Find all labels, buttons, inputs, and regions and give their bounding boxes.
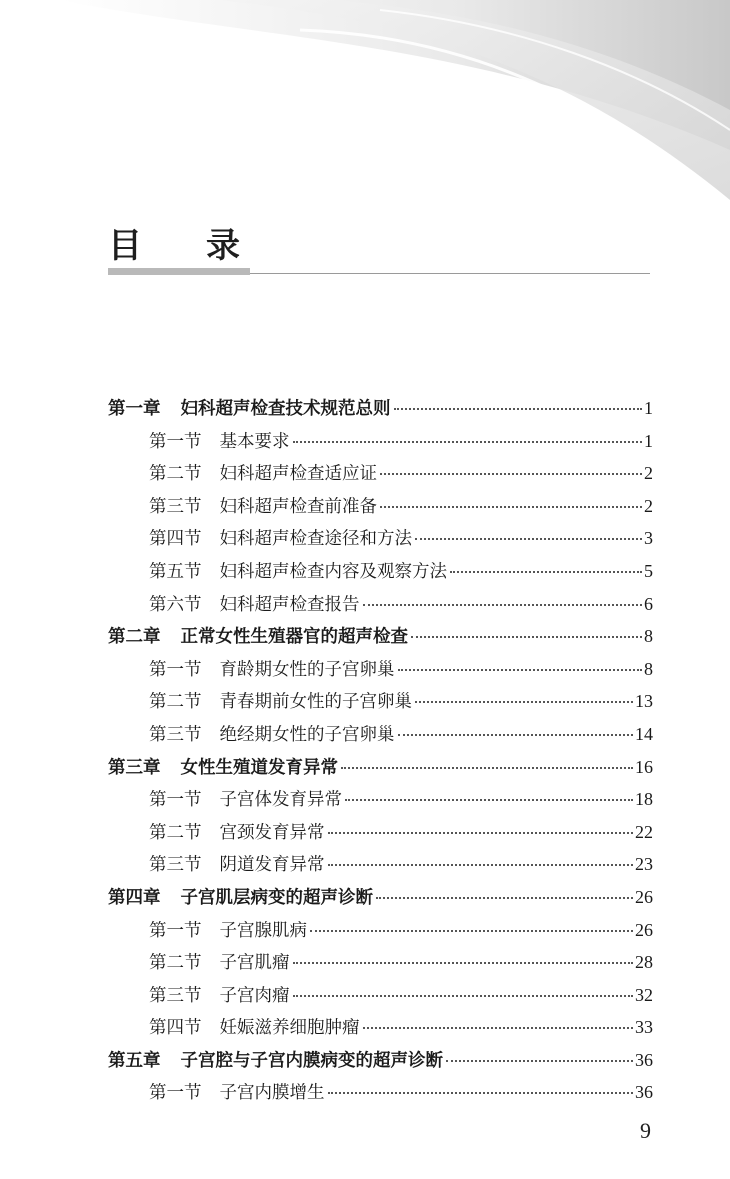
toc-entry-number: 第五章: [108, 1050, 161, 1071]
toc-entry-number: 第五节: [149, 561, 202, 582]
toc-dot-leader: [411, 636, 642, 638]
toc-entry-number: 第四章: [108, 887, 161, 908]
toc-dot-leader: [398, 669, 643, 671]
toc-entry-page: 6: [644, 593, 653, 614]
toc-entry-number: 第四节: [149, 529, 202, 550]
toc-entry-number: 第一节: [149, 1083, 202, 1104]
toc-entry-title: 子宫肉瘤: [219, 985, 290, 1006]
toc-entry-title: 正常女性生殖器官的超声检查: [180, 627, 408, 648]
toc-dot-leader: [363, 1027, 634, 1029]
toc-entry-number: 第三节: [149, 985, 202, 1006]
toc-entry-page: 14: [635, 723, 653, 744]
toc-entry-title: 子宫腔与子宫内膜病变的超声诊断: [180, 1050, 443, 1071]
toc-entry-title: 子宫体发育异常: [219, 790, 342, 811]
toc-dot-leader: [328, 832, 634, 834]
toc-entry-title: 女性生殖道发育异常: [180, 757, 338, 778]
heading-underline-thick: [108, 268, 250, 275]
toc-entry-number: 第一节: [149, 431, 202, 452]
toc-entry-title: 妇科超声检查适应证: [219, 464, 377, 485]
toc-entry-number: 第四节: [149, 1018, 202, 1039]
toc-entry-title: 阴道发育异常: [219, 855, 325, 876]
toc-dot-leader: [415, 701, 633, 703]
toc-heading: [108, 218, 240, 267]
toc-entry-number: 第二节: [149, 464, 202, 485]
toc-dot-leader: [446, 1060, 633, 1062]
toc-entry-number: 第一节: [149, 920, 202, 941]
toc-section-entry[interactable]: [108, 721, 653, 754]
toc-chapter-entry[interactable]: [108, 754, 653, 787]
toc-entry-number: 第三节: [149, 496, 202, 517]
toc-entry-title: 子宫肌层病变的超声诊断: [180, 887, 373, 908]
toc-entry-page: 32: [635, 984, 653, 1005]
toc-chapter-entry[interactable]: [108, 623, 653, 656]
toc-entry-title: 妇科超声检查报告: [219, 594, 360, 615]
toc-entry-page: 26: [635, 919, 653, 940]
toc-entry-page: 23: [635, 854, 653, 875]
toc-entry-number: 第三节: [149, 855, 202, 876]
toc-chapter-entry[interactable]: [108, 1047, 653, 1080]
toc-section-entry[interactable]: [108, 688, 653, 721]
toc-section-entry[interactable]: [108, 656, 653, 689]
toc-section-entry[interactable]: [108, 917, 653, 950]
toc-entry-page: 2: [644, 495, 653, 516]
toc-dot-leader: [376, 897, 633, 899]
toc-chapter-entry[interactable]: [108, 884, 653, 917]
toc-entry-number: 第一节: [149, 790, 202, 811]
toc-section-entry[interactable]: [108, 525, 653, 558]
toc-dot-leader: [310, 930, 633, 932]
toc-entry-page: 3: [644, 528, 653, 549]
toc-entry-page: 16: [635, 756, 653, 777]
toc-dot-leader: [398, 734, 634, 736]
toc-dot-leader: [363, 604, 643, 606]
heading-underline-thin: [250, 273, 650, 274]
toc-dot-leader: [293, 995, 634, 997]
toc-entry-page: 1: [644, 430, 653, 451]
toc-entry-page: 36: [635, 1049, 653, 1070]
toc-section-entry[interactable]: [108, 428, 653, 461]
toc-entry-page: 13: [635, 691, 653, 712]
toc-entry-title: 子宫腺肌病: [219, 920, 307, 941]
toc-section-entry[interactable]: [108, 1014, 653, 1047]
toc-entry-page: 2: [644, 463, 653, 484]
toc-entry-number: 第二节: [149, 692, 202, 713]
toc-entry-title: 妊娠滋养细胞肿瘤: [219, 1018, 360, 1039]
toc-section-entry[interactable]: [108, 851, 653, 884]
toc-entry-number: 第二节: [149, 822, 202, 843]
toc-entry-page: 18: [635, 789, 653, 810]
toc-entry-title: 妇科超声检查内容及观察方法: [219, 561, 447, 582]
heading-char-2: 录: [206, 226, 240, 266]
toc-entry-page: 36: [635, 1082, 653, 1103]
toc-section-entry[interactable]: [108, 1079, 653, 1112]
toc-section-entry[interactable]: [108, 591, 653, 624]
toc-chapter-entry[interactable]: [108, 395, 653, 428]
toc-dot-leader: [450, 571, 642, 573]
toc-entry-title: 育龄期女性的子宫卵巢: [219, 659, 395, 680]
toc-entry-number: 第二章: [108, 627, 161, 648]
toc-dot-leader: [380, 506, 642, 508]
toc-entry-number: 第三节: [149, 724, 202, 745]
toc-section-entry[interactable]: [108, 786, 653, 819]
toc-entry-page: 1: [644, 398, 653, 418]
decorative-swoosh: [0, 0, 730, 230]
toc-entry-page: 22: [635, 821, 653, 842]
toc-section-entry[interactable]: [108, 982, 653, 1015]
toc-entry-title: 妇科超声检查途径和方法: [219, 529, 412, 550]
toc-section-entry[interactable]: [108, 460, 653, 493]
toc-entry-title: 妇科超声检查前准备: [219, 496, 377, 517]
toc-entry-title: 青春期前女性的子宫卵巢: [219, 692, 412, 713]
toc-entry-title: 妇科超声检查技术规范总则: [180, 399, 391, 419]
toc-dot-leader: [415, 538, 642, 540]
toc-entry-title: 子宫肌瘤: [219, 953, 290, 974]
toc-entry-number: 第一节: [149, 659, 202, 680]
toc-entry-title: 绝经期女性的子宫卵巢: [219, 724, 395, 745]
toc-dot-leader: [328, 864, 634, 866]
toc-entry-number: 第二节: [149, 953, 202, 974]
toc-entry-page: 5: [644, 560, 653, 581]
toc-entry-number: 第三章: [108, 757, 161, 778]
toc-entry-number: 第六节: [149, 594, 202, 615]
toc-dot-leader: [293, 441, 643, 443]
toc-dot-leader: [328, 1092, 634, 1094]
toc-entry-number: 第一章: [108, 399, 161, 419]
page-number: 9: [640, 1118, 651, 1143]
toc-dot-leader: [380, 473, 642, 475]
toc-section-entry[interactable]: [108, 819, 653, 852]
toc-entry-page: 8: [644, 626, 653, 647]
toc-entry-page: 33: [635, 1017, 653, 1038]
table-of-contents: [108, 395, 653, 1112]
toc-entry-title: 基本要求: [219, 431, 290, 452]
toc-section-entry[interactable]: [108, 493, 653, 526]
toc-dot-leader: [293, 962, 634, 964]
toc-entry-title: 宫颈发育异常: [219, 822, 325, 843]
heading-char-1: 目: [108, 226, 142, 266]
toc-entry-title: 子宫内膜增生: [219, 1083, 325, 1104]
toc-entry-page: 8: [644, 658, 653, 679]
toc-dot-leader: [341, 767, 633, 769]
toc-section-entry[interactable]: [108, 558, 653, 591]
toc-dot-leader: [394, 408, 643, 410]
toc-entry-page: 28: [635, 952, 653, 973]
toc-dot-leader: [345, 799, 633, 801]
toc-entry-page: 26: [635, 886, 653, 907]
toc-section-entry[interactable]: [108, 949, 653, 982]
